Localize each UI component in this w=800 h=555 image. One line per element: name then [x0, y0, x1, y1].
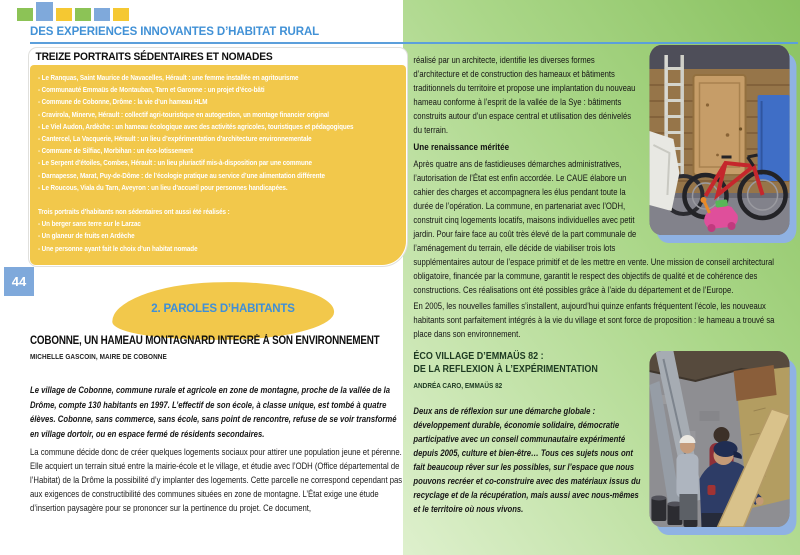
decor-square-green-1	[17, 8, 33, 21]
emmaus-author: ANDRÉA CARO, EMMAÜS 82	[413, 381, 503, 390]
renaissance-subheading: Une renaissance méritée	[413, 142, 510, 153]
decor-square-yellow-2	[113, 8, 129, 21]
portrait-list-item: - Le Serpent d’étoiles, Combes, Hérault : un lieu pluriactif mis-à-disposition par une commune	[38, 158, 312, 168]
decor-square-yellow-1	[56, 8, 72, 21]
photo-cabin-bicycle	[649, 45, 789, 235]
portrait-list-item: - Communauté Emmaüs de Montauban, Tarn et Garonne : un projet d’éco-bâti	[38, 85, 265, 95]
portrait-list-item: - Commune de Silfiac, Morbihan : un éco-lotissement	[38, 146, 193, 156]
portrait-list-item: - Commune de Cobonne, Drôme : la vie d’un hameau HLM	[38, 97, 208, 107]
photo-construction-workers-image	[649, 351, 789, 527]
nomades-intro: Trois portraits d’habitants non sédentaires ont aussi été réalisés :	[38, 207, 230, 217]
nomades-list-item: - Une personne ayant fait le choix d’un habitat nomade	[38, 243, 198, 253]
cobonne-right-paragraph-2: Après quatre ans de fastidieuses démarches administratives, l’autorisation de l’État est enfin accordée. Le CAUE élabore un cahier des charges et accompagnera les élus pendant toute la durée de l’opération. La commune, en partenariat avec l’ODH, construit cinq logements locatifs, maisons individuelles avec petit jardin. Pour faire face au coût très élevé de la part communale de l’aménagement du terrain, elle décide de viabiliser trois lots supplémentaires autour de l’espace primitif et de les mettre en vente. Une mission de conseil architectural obligatoire, financée par la commune, garantit le respect des objectifs de qualité et de cohérence des constructions. Ces réalisations ont été possibles grâce à l’aide du département et de l’Europe.	[413, 159, 774, 295]
section-title: 2. PAROLES D’HABITANTS	[151, 303, 295, 315]
portrait-list-item: - Darnapesse, Marat, Puy-de-Dôme : de l’écologie pratique au service d’une alimentation différente	[38, 170, 325, 180]
cobonne-intro-paragraph: Le village de Cobonne, commune rurale et agricole en zone de montagne, proche de la vallée de la Drôme, compte 130 habitants en 1997. L’effectif de son école, à classe unique, est tombé à quatre élèves. Cobonne, sans commerce, sans école, sans point de rencontre, refuse de se voir transformé en village dortoir, ou en espace fermé de résidents secondaires.	[30, 385, 397, 439]
photo-construction-workers	[649, 351, 789, 527]
portrait-list-item: - Le Ranquas, Saint Maurice de Navacelles, Hérault : une femme installée en agritourisme	[38, 73, 299, 82]
decor-square-blue-2	[94, 8, 110, 21]
photo-cabin-bicycle-image	[649, 45, 789, 235]
page-number-tab: 44	[4, 267, 34, 296]
portrait-list-item: - Le Viel Audon, Ardèche : un hameau écologique avec des activités agricoles, touristiques et pédagogiques	[38, 121, 354, 131]
cobonne-right-paragraph-3: En 2005, les nouvelles familles s’installent, aujourd’hui quinze enfants fréquentent l’école, les nouveaux habitants sont parfaitement intégrés à la vie du village et sont force de proposition : le hameau a trouvé sa place dans son environnement.	[413, 301, 775, 339]
page-header-title: DES EXPERIENCES INNOVANTES D’HABITAT RURAL	[30, 26, 320, 38]
portraits-card	[28, 47, 408, 267]
portrait-list-item: - Le Roucous, Viala du Tarn, Aveyron : un lieu d’accueil pour personnes handicapées.	[38, 182, 288, 192]
emmaus-title-line2: DE LA REFLEXION À L’EXPÉRIMENTATION	[413, 363, 598, 375]
nomades-list-item: - Un glaneur de fruits en Ardèche	[38, 231, 135, 241]
decor-square-blue-1	[36, 2, 53, 21]
emmaus-intro-paragraph: Deux ans de réflexion sur une démarche globale : développement durable, économie solidaire, démocratie participative avec un conseil communautaire expérimenté depuis 2005, culture et bien-être… Tous ces sujets nous ont fait beaucoup rêver sur les possibles, sur l’espace que nous pouvons recréer et co-construire avec des matériaux issus du recyclage et de la récupération, mais aussi avec nous-mêmes et le territoire où nous vivons.	[413, 406, 641, 514]
nomades-list-item: - Un berger sans terre sur le Larzac	[38, 219, 141, 229]
cobonne-right-paragraph-1: réalisé par un architecte, identifie les diverses formes d’architecture et de construction des hameaux et bâtiments traditionnels du territoire et propose une implantation du nouveau hameau conforme à l’esprit de la vallée de la Sye : bâtiments construits autour d’un espace central et utilisation des dénivelés du terrain.	[413, 55, 636, 135]
cobonne-body-paragraph: La commune décide donc de créer quelques logements sociaux pour attirer une population jeune et pérenne. Elle acquiert un terrain situé entre la mairie-école et le village, et étudie avec l’ODH (Office départemental de l’Habitat) de la Drôme la possibilité d’y implanter des logements. Cette parcelle ne correspond cependant pas aux exigences de constructibilité des communes situées en zone de montagne. L’État exige une étude d’insertion paysagère pour se prononcer sur la pertinence du projet. Ce document,	[30, 447, 403, 513]
cobonne-title: COBONNE, UN HAMEAU MONTAGNARD INTEGRÉ À SON ENVIRONNEMENT	[30, 335, 380, 347]
portraits-yellow-box	[30, 65, 406, 265]
right-column	[410, 0, 796, 527]
decor-square-green-2	[75, 8, 91, 21]
portraits-title: TREIZE PORTRAITS SÉDENTAIRES ET NOMADES	[35, 51, 273, 63]
cobonne-author: MICHELLE GASCOIN, MAIRE DE COBONNE	[30, 352, 167, 361]
portrait-list-item: - Cravirola, Minerve, Hérault : collectif agri-touristique en autogestion, un montage financier original	[38, 109, 329, 119]
portrait-list-item: - Cantercel, La Vacquerie, Hérault : un lieu d’expérimentation d’architecture environnementale	[38, 134, 312, 144]
emmaus-title-line1: ÉCO VILLAGE D’EMMAÜS 82 :	[413, 350, 544, 362]
